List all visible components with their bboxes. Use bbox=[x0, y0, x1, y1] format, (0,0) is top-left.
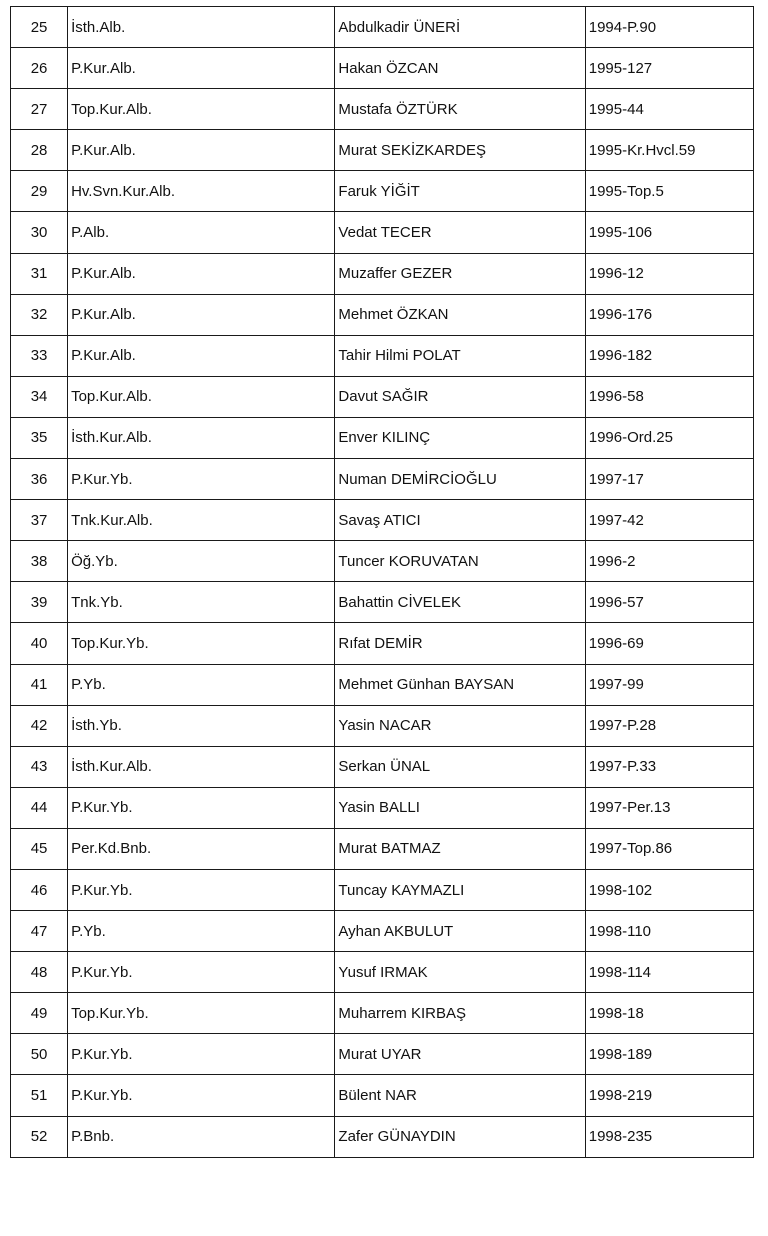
table-row bbox=[11, 541, 754, 582]
row-number-cell: 40 bbox=[11, 623, 68, 664]
row-number-cell: 52 bbox=[11, 1116, 68, 1157]
row-number-cell: 43 bbox=[11, 746, 68, 787]
row-number-cell: 41 bbox=[11, 664, 68, 705]
year-cell: 1997-Top.86 bbox=[585, 828, 753, 869]
table-row bbox=[11, 500, 754, 541]
year-cell: 1995-Top.5 bbox=[585, 171, 753, 212]
row-number-cell: 45 bbox=[11, 828, 68, 869]
name-cell: Savaş ATICI bbox=[335, 500, 585, 541]
table-row bbox=[11, 1075, 754, 1116]
table-row bbox=[11, 48, 754, 89]
name-cell: Yusuf IRMAK bbox=[335, 952, 585, 993]
year-cell: 1996-69 bbox=[585, 623, 753, 664]
year-cell: 1998-18 bbox=[585, 993, 753, 1034]
rank-cell: P.Kur.Alb. bbox=[68, 48, 335, 89]
year-cell: 1995-Kr.Hvcl.59 bbox=[585, 130, 753, 171]
table-row bbox=[11, 459, 754, 500]
row-number-cell: 31 bbox=[11, 253, 68, 294]
table-row bbox=[11, 1034, 754, 1075]
name-cell: Yasin NACAR bbox=[335, 705, 585, 746]
table-row bbox=[11, 376, 754, 417]
rank-cell: Per.Kd.Bnb. bbox=[68, 828, 335, 869]
table-row bbox=[11, 212, 754, 253]
name-cell: Yasin BALLI bbox=[335, 787, 585, 828]
name-cell: Muharrem KIRBAŞ bbox=[335, 993, 585, 1034]
year-cell: 1997-99 bbox=[585, 664, 753, 705]
year-cell: 1998-189 bbox=[585, 1034, 753, 1075]
table-row bbox=[11, 582, 754, 623]
table-row bbox=[11, 623, 754, 664]
personnel-table bbox=[10, 6, 754, 1158]
rank-cell: P.Kur.Yb. bbox=[68, 952, 335, 993]
name-cell: Abdulkadir ÜNERİ bbox=[335, 7, 585, 48]
year-cell: 1998-102 bbox=[585, 869, 753, 910]
row-number-cell: 30 bbox=[11, 212, 68, 253]
year-cell: 1996-Ord.25 bbox=[585, 417, 753, 458]
year-cell: 1997-17 bbox=[585, 459, 753, 500]
year-cell: 1998-114 bbox=[585, 952, 753, 993]
row-number-cell: 42 bbox=[11, 705, 68, 746]
table-row bbox=[11, 171, 754, 212]
year-cell: 1997-42 bbox=[585, 500, 753, 541]
table-row bbox=[11, 294, 754, 335]
year-cell: 1996-58 bbox=[585, 376, 753, 417]
table-row bbox=[11, 828, 754, 869]
name-cell: Vedat TECER bbox=[335, 212, 585, 253]
name-cell: Tahir Hilmi POLAT bbox=[335, 335, 585, 376]
year-cell: 1998-219 bbox=[585, 1075, 753, 1116]
row-number-cell: 34 bbox=[11, 376, 68, 417]
name-cell: Zafer GÜNAYDIN bbox=[335, 1116, 585, 1157]
row-number-cell: 29 bbox=[11, 171, 68, 212]
table-row bbox=[11, 993, 754, 1034]
row-number-cell: 28 bbox=[11, 130, 68, 171]
row-number-cell: 44 bbox=[11, 787, 68, 828]
table-row bbox=[11, 787, 754, 828]
row-number-cell: 25 bbox=[11, 7, 68, 48]
name-cell: Rıfat DEMİR bbox=[335, 623, 585, 664]
name-cell: Numan DEMİRCİOĞLU bbox=[335, 459, 585, 500]
year-cell: 1997-Per.13 bbox=[585, 787, 753, 828]
year-cell: 1995-44 bbox=[585, 89, 753, 130]
name-cell: Murat UYAR bbox=[335, 1034, 585, 1075]
table-row bbox=[11, 335, 754, 376]
year-cell: 1995-127 bbox=[585, 48, 753, 89]
row-number-cell: 37 bbox=[11, 500, 68, 541]
year-cell: 1996-182 bbox=[585, 335, 753, 376]
name-cell: Ayhan AKBULUT bbox=[335, 911, 585, 952]
rank-cell: Top.Kur.Alb. bbox=[68, 89, 335, 130]
document-page bbox=[10, 6, 754, 1158]
row-number-cell: 38 bbox=[11, 541, 68, 582]
name-cell: Tuncay KAYMAZLI bbox=[335, 869, 585, 910]
table-row bbox=[11, 664, 754, 705]
row-number-cell: 32 bbox=[11, 294, 68, 335]
table-row bbox=[11, 869, 754, 910]
rank-cell: P.Kur.Yb. bbox=[68, 459, 335, 500]
name-cell: Murat BATMAZ bbox=[335, 828, 585, 869]
rank-cell: Öğ.Yb. bbox=[68, 541, 335, 582]
name-cell: Mehmet ÖZKAN bbox=[335, 294, 585, 335]
row-number-cell: 26 bbox=[11, 48, 68, 89]
rank-cell: P.Kur.Alb. bbox=[68, 253, 335, 294]
rank-cell: İsth.Kur.Alb. bbox=[68, 417, 335, 458]
row-number-cell: 35 bbox=[11, 417, 68, 458]
table-row bbox=[11, 705, 754, 746]
row-number-cell: 48 bbox=[11, 952, 68, 993]
row-number-cell: 33 bbox=[11, 335, 68, 376]
row-number-cell: 27 bbox=[11, 89, 68, 130]
year-cell: 1996-176 bbox=[585, 294, 753, 335]
row-number-cell: 47 bbox=[11, 911, 68, 952]
year-cell: 1994-P.90 bbox=[585, 7, 753, 48]
name-cell: Hakan ÖZCAN bbox=[335, 48, 585, 89]
table-row bbox=[11, 911, 754, 952]
name-cell: Mehmet Günhan BAYSAN bbox=[335, 664, 585, 705]
rank-cell: P.Kur.Alb. bbox=[68, 335, 335, 376]
rank-cell: Tnk.Kur.Alb. bbox=[68, 500, 335, 541]
year-cell: 1998-110 bbox=[585, 911, 753, 952]
rank-cell: Top.Kur.Yb. bbox=[68, 623, 335, 664]
rank-cell: P.Kur.Alb. bbox=[68, 130, 335, 171]
rank-cell: P.Yb. bbox=[68, 664, 335, 705]
year-cell: 1997-P.28 bbox=[585, 705, 753, 746]
year-cell: 1996-2 bbox=[585, 541, 753, 582]
rank-cell: Hv.Svn.Kur.Alb. bbox=[68, 171, 335, 212]
rank-cell: İsth.Kur.Alb. bbox=[68, 746, 335, 787]
year-cell: 1998-235 bbox=[585, 1116, 753, 1157]
rank-cell: İsth.Alb. bbox=[68, 7, 335, 48]
table-row bbox=[11, 417, 754, 458]
name-cell: Faruk YİĞİT bbox=[335, 171, 585, 212]
row-number-cell: 51 bbox=[11, 1075, 68, 1116]
year-cell: 1996-57 bbox=[585, 582, 753, 623]
year-cell: 1995-106 bbox=[585, 212, 753, 253]
name-cell: Bülent NAR bbox=[335, 1075, 585, 1116]
rank-cell: P.Yb. bbox=[68, 911, 335, 952]
row-number-cell: 49 bbox=[11, 993, 68, 1034]
rank-cell: P.Kur.Yb. bbox=[68, 1034, 335, 1075]
name-cell: Murat SEKİZKARDEŞ bbox=[335, 130, 585, 171]
rank-cell: P.Kur.Alb. bbox=[68, 294, 335, 335]
name-cell: Mustafa ÖZTÜRK bbox=[335, 89, 585, 130]
row-number-cell: 50 bbox=[11, 1034, 68, 1075]
rank-cell: P.Kur.Yb. bbox=[68, 787, 335, 828]
row-number-cell: 36 bbox=[11, 459, 68, 500]
table-row bbox=[11, 7, 754, 48]
year-cell: 1996-12 bbox=[585, 253, 753, 294]
table-row bbox=[11, 952, 754, 993]
table-row bbox=[11, 89, 754, 130]
name-cell: Bahattin CİVELEK bbox=[335, 582, 585, 623]
row-number-cell: 46 bbox=[11, 869, 68, 910]
rank-cell: P.Bnb. bbox=[68, 1116, 335, 1157]
rank-cell: İsth.Yb. bbox=[68, 705, 335, 746]
name-cell: Serkan ÜNAL bbox=[335, 746, 585, 787]
name-cell: Tuncer KORUVATAN bbox=[335, 541, 585, 582]
rank-cell: P.Kur.Yb. bbox=[68, 1075, 335, 1116]
name-cell: Enver KILINÇ bbox=[335, 417, 585, 458]
table-row bbox=[11, 253, 754, 294]
name-cell: Muzaffer GEZER bbox=[335, 253, 585, 294]
rank-cell: P.Kur.Yb. bbox=[68, 869, 335, 910]
rank-cell: Tnk.Yb. bbox=[68, 582, 335, 623]
rank-cell: P.Alb. bbox=[68, 212, 335, 253]
rank-cell: Top.Kur.Yb. bbox=[68, 993, 335, 1034]
personnel-table-body bbox=[11, 7, 754, 1158]
year-cell: 1997-P.33 bbox=[585, 746, 753, 787]
table-row bbox=[11, 1116, 754, 1157]
name-cell: Davut SAĞIR bbox=[335, 376, 585, 417]
table-row bbox=[11, 130, 754, 171]
table-row bbox=[11, 746, 754, 787]
rank-cell: Top.Kur.Alb. bbox=[68, 376, 335, 417]
row-number-cell: 39 bbox=[11, 582, 68, 623]
